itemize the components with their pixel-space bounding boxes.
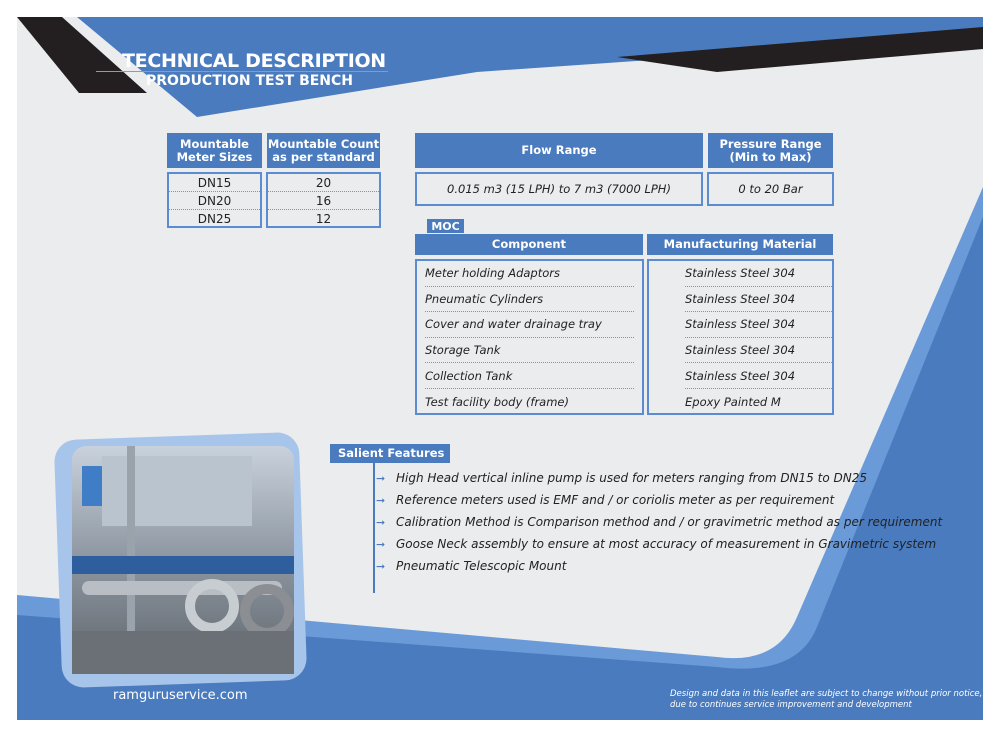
disclaimer-line: due to continues service improvement and development — [670, 700, 912, 710]
sizes-column — [167, 172, 262, 228]
material-cell: Stainless Steel 304 — [685, 338, 832, 364]
size-cell: DN15 — [169, 174, 260, 192]
test-bench-photo — [72, 446, 294, 674]
disclaimer-line: Design and data in this leaflet are subject to change without prior notice, — [670, 689, 983, 699]
feature-item — [376, 493, 834, 507]
arrow-right-icon: ➞ — [376, 493, 386, 507]
count-cell: 20 — [268, 174, 379, 192]
component-column — [415, 259, 644, 415]
flow-range-value: 0.015 m3 (15 LPH) to 7 m3 (7000 LPH) — [415, 172, 703, 206]
feature-item — [376, 537, 936, 551]
feature-text: Reference meters used is EMF and / or coriolis meter as per requirement — [396, 493, 835, 507]
material-cell: Stainless Steel 304 — [685, 312, 832, 338]
feature-text: Pneumatic Telescopic Mount — [396, 559, 567, 573]
feature-text: Calibration Method is Comparison method and / or gravimetric method as per requirement — [396, 515, 943, 529]
feature-text: High Head vertical inline pump is used for meters ranging from DN15 to DN25 — [396, 471, 867, 485]
size-cell: DN20 — [169, 192, 260, 210]
flow-range-header: Flow Range — [415, 133, 703, 168]
feature-item — [376, 471, 867, 485]
features-connector-line — [373, 463, 375, 593]
website-link[interactable]: ramguruservice.com — [113, 688, 248, 703]
feature-item — [376, 559, 566, 573]
component-header: Component — [415, 234, 643, 255]
component-cell: Collection Tank — [425, 363, 634, 389]
component-cell: Meter holding Adaptors — [425, 261, 634, 287]
moc-tag: MOC — [427, 219, 464, 233]
size-cell: DN25 — [197, 212, 232, 226]
pressure-range-header: Pressure Range (Min to Max) — [708, 133, 833, 168]
arrow-right-icon: ➞ — [376, 471, 386, 485]
component-cell: Test facility body (frame) — [425, 394, 569, 409]
feature-item — [376, 515, 942, 529]
pressure-range-value: 0 to 20 Bar — [707, 172, 834, 206]
arrow-right-icon: ➞ — [376, 559, 386, 573]
salient-features-tag: Salient Features — [330, 444, 450, 463]
count-header: Mountable Count as per standard — [267, 133, 380, 168]
feature-text: Goose Neck assembly to ensure at most accuracy of measurement in Gravimetric system — [396, 537, 937, 551]
count-column — [266, 172, 381, 228]
arrow-right-icon: ➞ — [376, 537, 386, 551]
material-cell: Stainless Steel 304 — [685, 261, 832, 287]
page-subtitle: PRODUCTION TEST BENCH — [146, 73, 354, 89]
component-cell: Cover and water drainage tray — [425, 312, 634, 338]
sizes-header: Mountable Meter Sizes — [167, 133, 262, 168]
material-column — [647, 259, 834, 415]
component-cell: Pneumatic Cylinders — [425, 287, 634, 313]
disclaimer — [670, 689, 982, 711]
material-cell: Stainless Steel 304 — [685, 287, 832, 313]
count-cell: 16 — [268, 192, 379, 210]
component-cell: Storage Tank — [425, 338, 634, 364]
material-cell: Epoxy Painted M — [685, 394, 781, 409]
count-cell: 12 — [315, 212, 332, 226]
page-title: TECHNICAL DESCRIPTION — [122, 50, 386, 72]
material-cell: Stainless Steel 304 — [685, 363, 832, 389]
material-header: Manufacturing Material — [647, 234, 833, 255]
arrow-right-icon: ➞ — [376, 515, 386, 529]
